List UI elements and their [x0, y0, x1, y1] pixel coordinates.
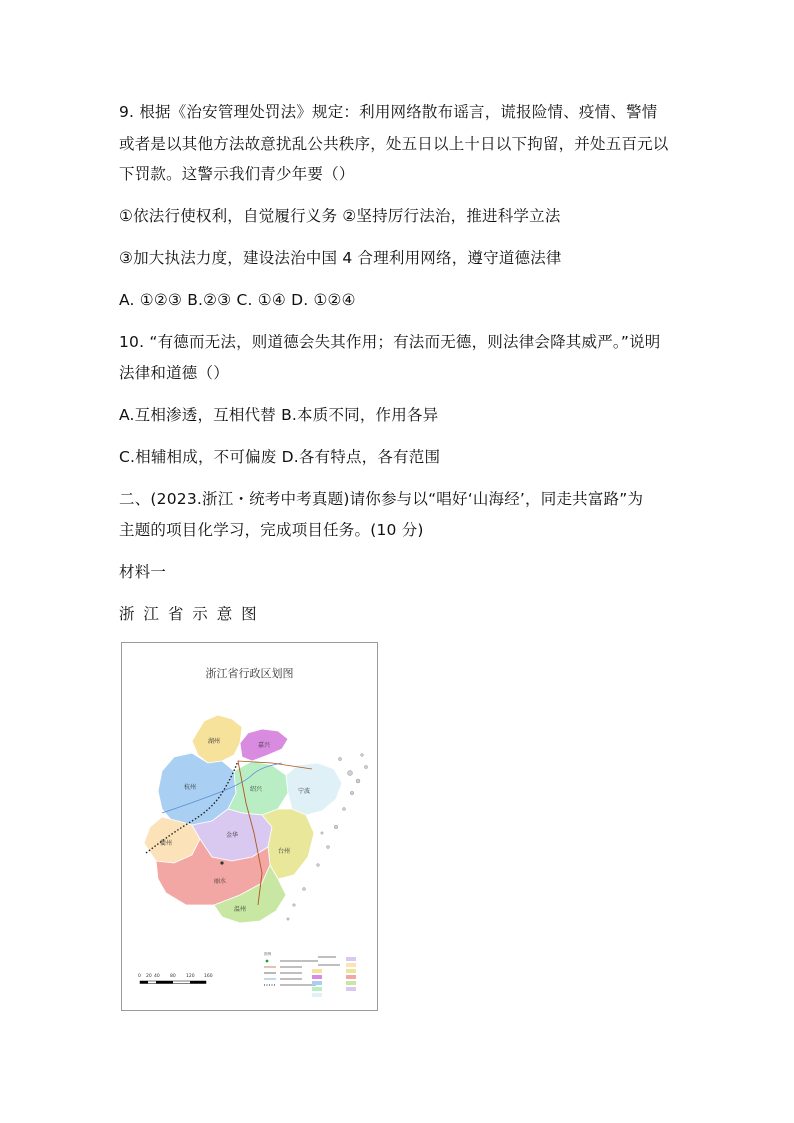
scale-tick: 40	[154, 974, 160, 979]
scale-bar	[138, 973, 213, 984]
map-title: 浙江省行政区划图	[205, 667, 294, 680]
material-label: 材料一	[119, 563, 167, 581]
scale-tick: 80	[170, 974, 176, 979]
q9-line-2: 或者是以其他方法故意扰乱公共秩序，处五日以上十日以下拘留，并处五百元以	[119, 135, 669, 153]
label-taizhou: 台州	[278, 848, 291, 855]
q9-choices: A. ①②③ B.②③ C. ①④ D. ①②④	[119, 291, 356, 309]
q10-line-1: 10. “有德而无法，则道德会失其作用；有法而无德，则法律会降其威严。”说明	[119, 333, 661, 351]
label-huzhou: 湖州	[208, 738, 221, 745]
label-wenzhou: 温州	[234, 906, 247, 913]
city-marker	[220, 861, 223, 864]
zhejiang-map	[121, 642, 378, 1011]
label-jiaxing: 嘉兴	[258, 742, 271, 749]
legend-title: 图例	[264, 952, 272, 956]
scale-tick: 160	[204, 974, 213, 979]
q10-line-2: 法律和道德（）	[119, 364, 229, 382]
map-legend	[264, 951, 356, 997]
section2-line-2: 主题的项目化学习，完成项目任务。(10 分)	[119, 521, 424, 539]
label-quzhou: 衢州	[160, 840, 173, 847]
q9-line-1: 9. 根据《治安管理处罚法》规定：利用网络散布谣言，谎报险情、疫情、警情	[119, 103, 658, 121]
q10-choices-ab: A.互相渗透，互相代替 B.本质不同，作用各异	[119, 406, 439, 424]
map-graphic	[122, 643, 377, 1010]
q9-options-2: ③加大执法力度，建设法治中国 4 合理利用网络，遵守道德法律	[119, 249, 562, 267]
scale-tick: 0	[138, 974, 141, 979]
map-caption: 浙 江 省 示 意 图	[119, 605, 259, 623]
scale-tick: 20	[146, 974, 152, 979]
q10-choices-cd: C.相辅相成，不可偏废 D.各有特点，各有范围	[119, 448, 441, 466]
label-hangzhou: 杭州	[184, 784, 197, 791]
section2-line-1: 二、(2023.浙江・统考中考真题)请你参与以“唱好‘山海经’，同走共富路”为	[119, 490, 644, 508]
q9-options-1: ①依法行使权利，自觉履行义务 ②坚持厉行法治，推进科学立法	[119, 207, 561, 225]
region-ningbo	[286, 763, 342, 815]
label-shaoxing: 绍兴	[250, 786, 263, 793]
label-ningbo: 宁波	[298, 788, 311, 795]
q9-line-3: 下罚款。这警示我们青少年要（）	[119, 165, 355, 183]
scale-tick: 120	[186, 974, 195, 979]
label-lishui: 丽水	[214, 878, 227, 885]
legend-swatches	[312, 957, 356, 997]
label-jinhua: 金华	[226, 832, 239, 839]
